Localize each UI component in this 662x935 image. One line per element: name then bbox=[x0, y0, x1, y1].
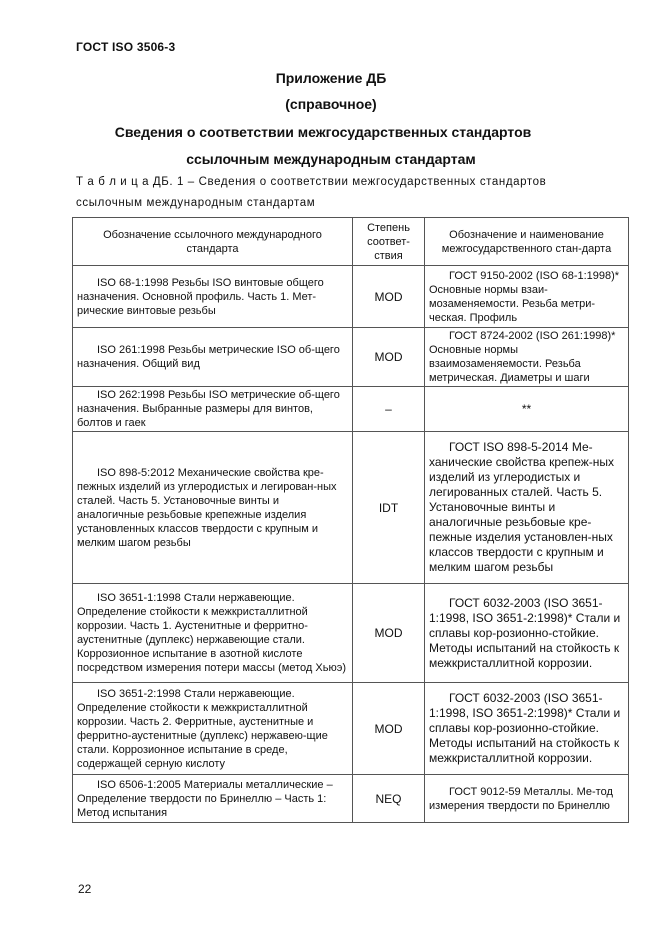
gost-standard-cell: ГОСТ 6032-2003 (ISO 3651-1:1998, ISO 3651-2:1998)* Стали и сплавы кор-розионно-стойкие. Методы испытаний на стойкость к межкристаллитной коррозии. bbox=[425, 683, 629, 775]
intl-standard-cell: ISO 68-1:1998 Резьбы ISO винтовые общего назначения. Основной профиль. Часть 1. Мет-рические винтовые резьбы bbox=[73, 266, 353, 328]
intl-standard-cell: ISO 3651-2:1998 Стали нержавеющие. Определение стойкости к межкристаллитной коррозии. Часть 2. Ферритные, аустенитные и ферритно-аустенитные (дуплекс) нержавею-щие стали. Коррозионное испытание в среде, содержащей серную кислоту bbox=[73, 683, 353, 775]
gost-standard-cell: ** bbox=[425, 387, 629, 432]
appendix-subtitle: (справочное) bbox=[285, 96, 377, 112]
intl-standard-cell: ISO 6506-1:2005 Материалы металлические – Определение твердости по Бринеллю – Часть 1: Метод испытания bbox=[73, 775, 353, 823]
intl-standard-cell: ISO 3651-1:1998 Стали нержавеющие. Определение стойкости к межкристаллитной коррозии. Часть 1. Аустенитные и ферритно-аустенитные (дуплекс) нержавеющие стали. Коррозионное испытание в азотной кислоте посредством измерения потери массы (метод Хьюэ) bbox=[73, 584, 353, 683]
header-gost-standard: Обозначение и наименование межгосударственного стан-дарта bbox=[425, 218, 629, 266]
table-caption-line2: ссылочным международным стандартам bbox=[76, 197, 316, 209]
gost-standard-cell: ГОСТ 8724-2002 (ISO 261:1998)* Основные нормы взаимозаменяемости. Резьба метрическая. Диаметры и шаги bbox=[425, 328, 629, 387]
table-row bbox=[73, 775, 629, 823]
table-caption-line1: Т а б л и ц а ДБ. 1 – Сведения о соответствии межгосударственных стандартов bbox=[76, 176, 547, 188]
degree-cell: MOD bbox=[353, 328, 425, 387]
header-intl-standard: Обозначение ссылочного международного стандарта bbox=[73, 218, 353, 266]
document-code: ГОСТ ISO 3506-3 bbox=[76, 40, 176, 54]
appendix-heading-line1: Сведения о соответствии межгосударственных стандартов bbox=[114, 124, 532, 140]
gost-standard-cell: ГОСТ 6032-2003 (ISO 3651-1:1998, ISO 3651-2:1998)* Стали и сплавы кор-розионно-стойкие. Методы испытаний на стойкость к межкристаллитной коррозии. bbox=[425, 584, 629, 683]
intl-standard-cell: ISO 262:1998 Резьбы ISO метрические об-щего назначения. Выбранные размеры для винтов, болтов и гаек bbox=[73, 387, 353, 432]
appendix-heading-line2: ссылочным международным стандартам bbox=[186, 151, 476, 167]
table-row bbox=[73, 683, 629, 775]
intl-standard-cell: ISO 261:1998 Резьбы метрические ISO об-щего назначения. Общий вид bbox=[73, 328, 353, 387]
table-row bbox=[73, 387, 629, 432]
gost-standard-cell: ГОСТ 9012-59 Металлы. Ме-тод измерения твердости по Бринеллю bbox=[425, 775, 629, 823]
gost-standard-cell: ГОСТ ISO 898-5-2014 Ме-ханические свойства крепеж-ных изделий из углеродистых и легированных сталей. Часть 5. Установочные винты и аналогичные резьбовые кре-пежные изделия установлен-ных классов твердости с крупным и мелким шагом резьбы bbox=[425, 432, 629, 584]
table-header-row bbox=[73, 218, 629, 266]
table-row bbox=[73, 328, 629, 387]
degree-cell: – bbox=[353, 387, 425, 432]
table-row bbox=[73, 584, 629, 683]
table-row bbox=[73, 432, 629, 584]
degree-cell: IDT bbox=[353, 432, 425, 584]
degree-cell: NEQ bbox=[353, 775, 425, 823]
correspondence-table bbox=[72, 217, 629, 823]
appendix-title: Приложение ДБ bbox=[275, 70, 387, 86]
page-number: 22 bbox=[78, 882, 92, 896]
degree-cell: MOD bbox=[353, 266, 425, 328]
header-degree: Степень соответ-ствия bbox=[353, 218, 425, 266]
intl-standard-cell: ISO 898-5:2012 Механические свойства кре-пежных изделий из углеродистых и легирован-ных сталей. Часть 5. Установочные винты и аналогичные резьбовые крепежные изделия установленных классов твердости с крупным и мелким шагом резьбы bbox=[73, 432, 353, 584]
degree-cell: MOD bbox=[353, 683, 425, 775]
degree-cell: MOD bbox=[353, 584, 425, 683]
gost-standard-cell: ГОСТ 9150-2002 (ISO 68-1:1998)* Основные нормы взаи-мозаменяемости. Резьба метри-ческая. Профиль bbox=[425, 266, 629, 328]
table-row bbox=[73, 266, 629, 328]
